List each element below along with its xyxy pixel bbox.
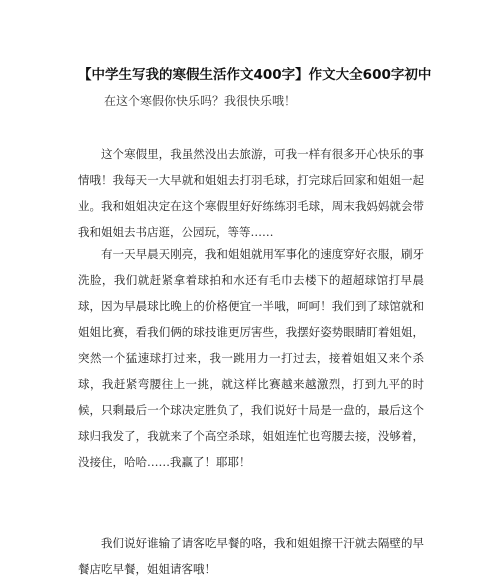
paragraph-3: 我们说好谁输了请客吃早餐的咯，我和姐姐擦干汗就去隔壁的早餐店吃早餐，姐姐请客哦！ <box>78 536 424 576</box>
document-subtitle: 在这个寒假你快乐吗？我很快乐哦！ <box>104 94 297 108</box>
paragraph-1: 这个寒假里，我虽然没出去旅游，可我一样有很多开心快乐的事情哦！我每天一大早就和姐姐去打羽毛球，打完球后回家和姐姐一起业。我和姐姐决定在这个寒假里好好练练羽毛球，周末我妈妈就会带我和姐姐去书店逛，公园玩，等等…… <box>78 147 424 239</box>
paragraph-2: 有一天早晨天刚亮，我和姐姐就用军事化的速度穿好衣服，刷牙洗脸，我们就赶紧拿着球拍和水还有毛巾去楼下的超超球馆打早晨球，因为早晨球比晚上的价格便宜一半哦，呵呵！我们到了球馆就和姐姐比赛，看我们俩的球技谁更厉害些，我摆好姿势眼睛盯着姐姐，突然一个猛速球打过来，我一跳用力一打过去，接着姐姐又来个杀球，我赶紧弯腰往上一挑，就这样比赛越来越激烈，打到九平的时候，只剩最后一个球决定胜负了，我们说好十局是一盘的，最后这个球归我发了，我就来了个高空杀球，姐姐连忙也弯腰去接，没够着，没接住，哈哈……我赢了！耶耶！ <box>78 247 424 469</box>
document-title: 【中学生写我的寒假生活作文400字】作文大全600字初中 <box>78 67 432 83</box>
